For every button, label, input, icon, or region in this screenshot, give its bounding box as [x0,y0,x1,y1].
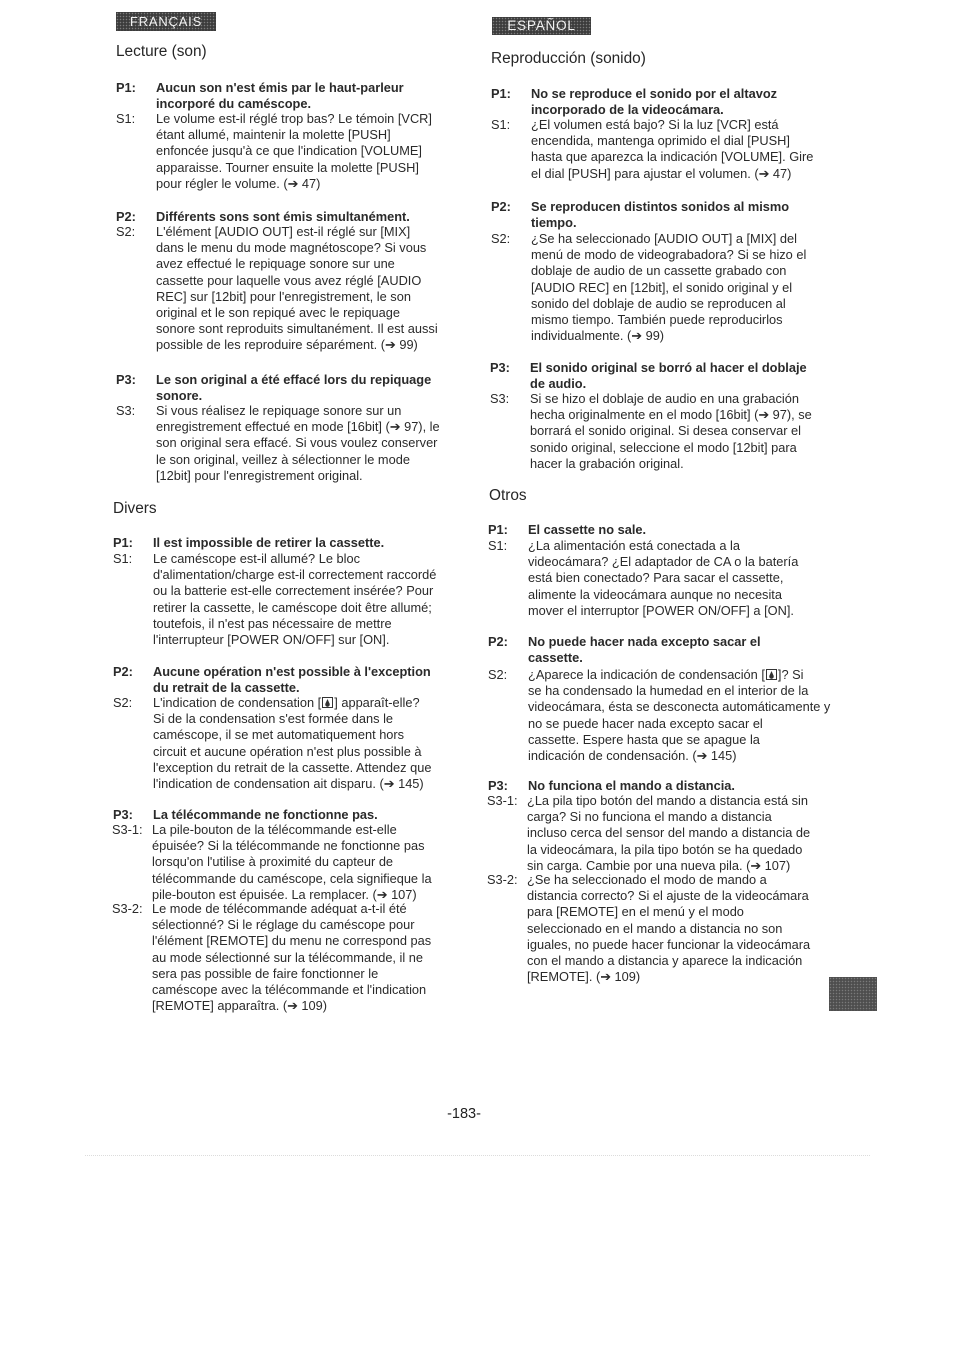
problem-label: P2: [488,634,508,649]
problem-item [113,664,431,696]
solution-text: Le mode de télécommande adéquat a-t-il été sélectionné? Si le réglage du caméscope pour l'élément [REMOTE] du menu ne correspond pas au mode sélectionné sur la télécommande, il ne sera pas possible de faire fonctionner le caméscope avec la télécommande et l'indication [REMOTE] apparaîtra. (➔ 109) [152,901,432,1014]
solution-text: La pile-bouton de la télécommande est-elle épuisée? Si la télécommande ne fonctionne pas lorsqu'on l'utilise à proximité du capteur de télécommande du caméscope, cela signifieque la pile-bouton est épuisée. La remplacer. (➔ 107) [152,822,432,902]
solution-label: S2: [113,695,133,710]
page-number: -183- [447,1106,481,1122]
solution-label: S3: [490,391,510,406]
problem-text: Il est impossible de retirer la cassette. [153,535,385,550]
problem-text: Se reproducen distintos sonidos al mismo tiempo. [531,199,790,231]
solution-item [488,538,798,619]
solution-text-before-icon: ¿Aparece la indicación de condensación [ [528,667,765,682]
problem-item [488,634,761,666]
section-heading-lecture: Lecture (son) [116,43,207,60]
problem-label: P2: [116,209,136,224]
problem-text: El sonido original se borró al hacer el doblaje de audio. [530,360,807,392]
solution-label: S2: [488,667,508,682]
scan-edge-line [85,1155,870,1156]
problem-label: P3: [490,360,510,375]
solution-label: S3-2: [112,901,143,916]
solution-text: Si se hizo el doblaje de audio en una grabación hecha originalmente en el modo [16bit] (➔ 97), se borrará el sonido original. Si desea conservar el sonido original, seleccione el modo [12bit] para hacer la grabación original. [530,391,812,471]
problem-item [116,209,410,225]
solution-label: S1: [491,117,511,132]
problem-text: Le son original a été effacé lors du repiquage sonore. [156,372,432,404]
solution-label: S1: [116,111,136,126]
problem-item [113,807,378,823]
solution-item [487,872,810,985]
problem-text: El cassette no sale. [528,522,647,537]
solution-text: ¿Se ha seleccionado el modo de mando a distancia correcto? Si el ajuste de la videocámara para [REMOTE] en el menú y el modo seleccionado en el mando a distancia no son iguales, no puede hacer funcionar la videocámara con el mando a distancia y aparece la indicación [REMOTE]. (➔ 109) [527,872,811,985]
problem-item [491,199,789,231]
problem-label: P2: [113,664,133,679]
problem-label: P3: [488,778,508,793]
solution-text: L'élément [AUDIO OUT] est-il réglé sur [MIX] dans le menu du mode magnétoscope? Si vous avez effectué le repiquage sonore sur une cassette pour laquelle vous avez réglé [AUDIO REC] sur [12bit] pour l'enregistrement, le son original et le son repiqué avec le repiquage sonore sont reproduits simultanément. Il est aussi possible de les reproduire séparément. (➔ 99) [156,224,438,353]
solution-label: S3: [116,403,136,418]
solution-label: S1: [113,551,133,566]
solution-item [113,695,431,792]
language-badge-francais: FRANÇAIS [116,12,216,31]
solution-text [528,667,830,764]
solution-text: ¿Se ha seleccionado [AUDIO OUT] a [MIX] del menú de modo de videograbadora? Si se hizo el doblaje de audio de un cassette grabado con [AUDIO REC] en [12bit], el sonido original y el sonido del doblaje de audio se reproducen al mismo tiempo. También puede reproducirlos individualmente. (➔ 99) [531,231,807,344]
problem-label: P2: [491,199,511,214]
section-heading-divers: Divers [113,500,157,517]
problem-text: No puede hacer nada excepto sacar el cassette. [528,634,761,666]
solution-text: ¿La alimentación está conectada a la videocámara? ¿El adaptador de CA o la batería está bien conectado? Para sacar el cassette, alimente la videocámara aunque no necesita mover el interruptor [POWER ON/OFF] a [ON]. [528,538,799,618]
problem-label: P1: [113,535,133,550]
problem-item [488,522,646,538]
thumb-index-tab [829,977,877,1011]
solution-item [487,793,810,874]
solution-label: S2: [116,224,136,239]
section-heading-otros: Otros [489,487,527,504]
problem-item [116,80,404,112]
solution-text: Si vous réalisez le repiquage sonore sur un enregistrement effectué en mode [16bit] (➔ 97), le son original sera effacé. Si vous voulez conserver le son original, veillez à sélectionner le mode [12bit] pour l'enregistrement original. [156,403,440,483]
problem-label: P1: [488,522,508,537]
problem-label: P1: [491,86,511,101]
solution-item [116,224,438,354]
solution-text-after-icon: ]? Si se ha condensado la humedad en el interior de la videocámara, ésta se desconecta automáticamente y no se puede hacer nada excepto sacar el cassette. Espere hasta que se apague la indicación de condensación. (➔ 145) [528,667,831,764]
condensation-icon [766,669,777,680]
problem-label: P3: [116,372,136,387]
solution-label: S1: [488,538,508,553]
problem-text: Différents sons sont émis simultanément. [156,209,410,224]
solution-item [491,231,806,344]
solution-item [488,667,830,764]
problem-item [491,86,777,118]
solution-label: S3-1: [487,793,518,808]
language-badge-espanol: ESPAÑOL [492,17,591,35]
solution-label: S3-1: [112,822,143,837]
solution-text-before-icon: L'indication de condensation [ [153,695,322,710]
problem-item [490,360,807,392]
solution-label: S3-2: [487,872,518,887]
problem-label: P3: [113,807,133,822]
solution-text: Le caméscope est-il allumé? Le bloc d'alimentation/charge est-il correctement raccordé ou la batterie est-elle correctement insérée? Pour retirer la cassette, le caméscope doit être allumé; toutefois, il n'est pas nécessaire de mettre l'interrupteur [POWER ON/OFF] sur [ON]. [153,551,437,648]
solution-text-after-icon: ] apparaît-elle? Si de la condensation s'est formée dans le caméscope, il se met automatiquement hors circuit et aucune opération n'est plus possible à l'exception du retrait de la cassette. Attendez que l'indication de condensation ait disparu. (➔ 145) [153,695,432,792]
solution-text [153,695,431,792]
problem-text: Aucun son n'est émis par le haut-parleur incorporé du caméscope. [156,80,404,112]
problem-item [488,778,735,794]
section-heading-reproduccion: Reproducción (sonido) [491,50,646,67]
solution-label: S2: [491,231,511,246]
problem-item [116,372,431,404]
solution-item [112,822,432,903]
solution-item [116,403,440,484]
solution-text: Le volume est-il réglé trop bas? Le témoin [VCR] étant allumé, maintenir la molette [PUSH] enfoncée jusqu'à ce que l'indication [VOLUME] apparaisse. Tourner ensuite la molette [PUSH] pour régler le volume. (➔ 47) [156,111,432,191]
solution-item [112,901,431,1014]
solution-text: ¿La pila tipo botón del mando a distancia está sin carga? Si no funciona el mando a distancia incluso cerca del sensor del mando a distancia de la videocámara, la pila tipo botón se ha quedado sin carga. Cambie por una nueva pila. (➔ 107) [527,793,811,873]
problem-text: La télécommande ne fonctionne pas. [153,807,378,822]
solution-item [491,117,813,182]
problem-text: Aucune opération n'est possible à l'exception du retrait de la cassette. [153,664,431,696]
problem-item [113,535,384,551]
problem-text: No se reproduce el sonido por el altavoz incorporado de la videocámara. [531,86,778,118]
problem-label: P1: [116,80,136,95]
solution-item [113,551,436,648]
solution-item [116,111,432,192]
solution-item [490,391,812,472]
problem-text: No funciona el mando a distancia. [528,778,735,793]
condensation-icon [322,697,333,708]
solution-text: ¿El volumen está bajo? Si la luz [VCR] está encendida, mantenga oprimido el dial [PUSH] hasta que aparezca la indicación [VOLUME]. Gire el dial [PUSH] para ajustar el volumen. (➔ 47) [531,117,814,181]
